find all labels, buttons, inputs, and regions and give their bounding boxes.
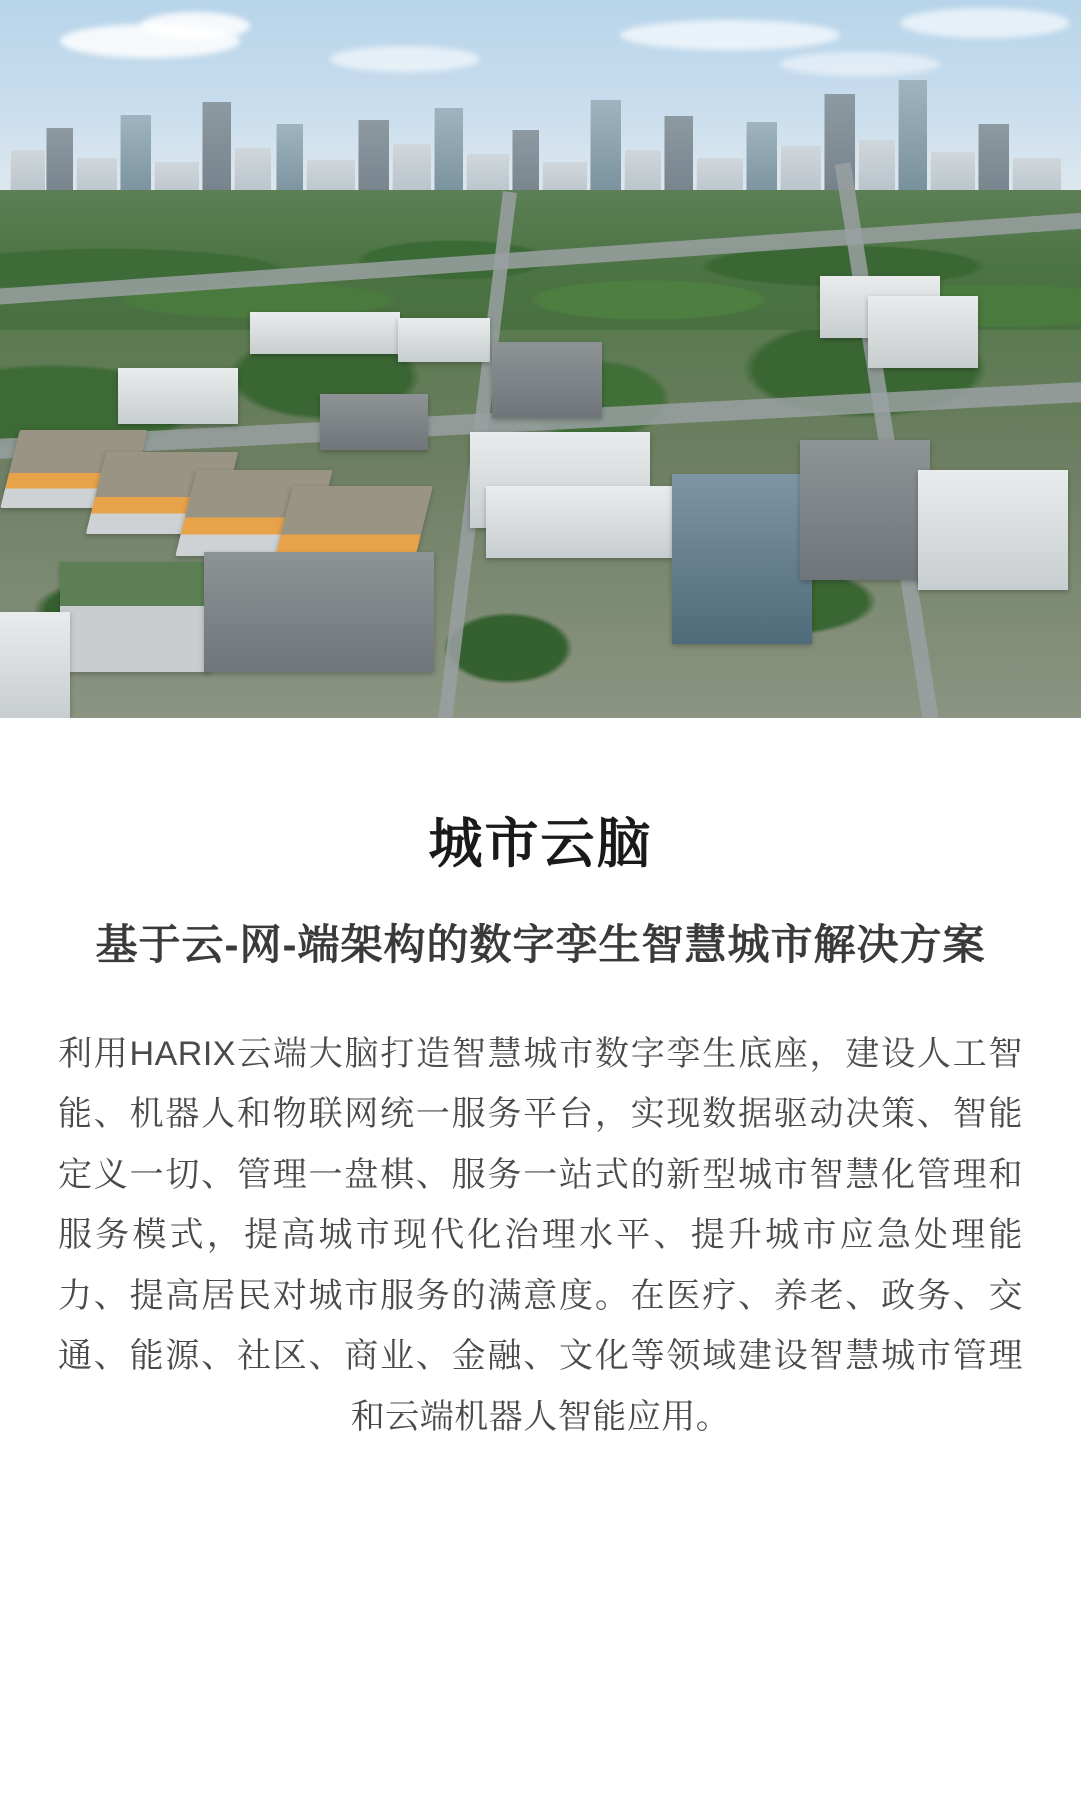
building bbox=[492, 342, 602, 418]
cloud-icon bbox=[900, 8, 1070, 38]
building bbox=[0, 612, 70, 718]
building bbox=[204, 552, 434, 672]
building bbox=[800, 440, 930, 580]
tower-building bbox=[672, 474, 812, 644]
building bbox=[486, 486, 672, 558]
building bbox=[320, 394, 428, 450]
building bbox=[60, 562, 210, 672]
building bbox=[918, 470, 1068, 590]
article-content bbox=[0, 718, 1081, 1447]
building bbox=[398, 318, 490, 362]
building bbox=[868, 296, 978, 368]
page-subtitle: 基于云-网-端架构的数字孪生智慧城市解决方案 bbox=[95, 920, 986, 968]
cloud-icon bbox=[140, 12, 250, 40]
page-title: 城市云脑 bbox=[428, 814, 653, 874]
cloud-icon bbox=[620, 20, 840, 50]
building bbox=[250, 312, 400, 354]
hero-image bbox=[0, 0, 1081, 718]
body-paragraph: 利用HARIX云端大脑打造智慧城市数字孪生底座，建设人工智能、机器人和物联网统一服务平台，实现数据驱动决策、智能定义一切、管理一盘棋、服务一站式的新型城市智慧化管理和服务模式，提高城市现代化治理水平、提升城市应急处理能力、提高居民对城市服务的满意度。在医疗、养老、政务、交通、能源、社区、商业、金融、文化等领域建设智慧城市管理和云端机器人智能应用。 bbox=[58, 1034, 1023, 1436]
building bbox=[118, 368, 238, 424]
